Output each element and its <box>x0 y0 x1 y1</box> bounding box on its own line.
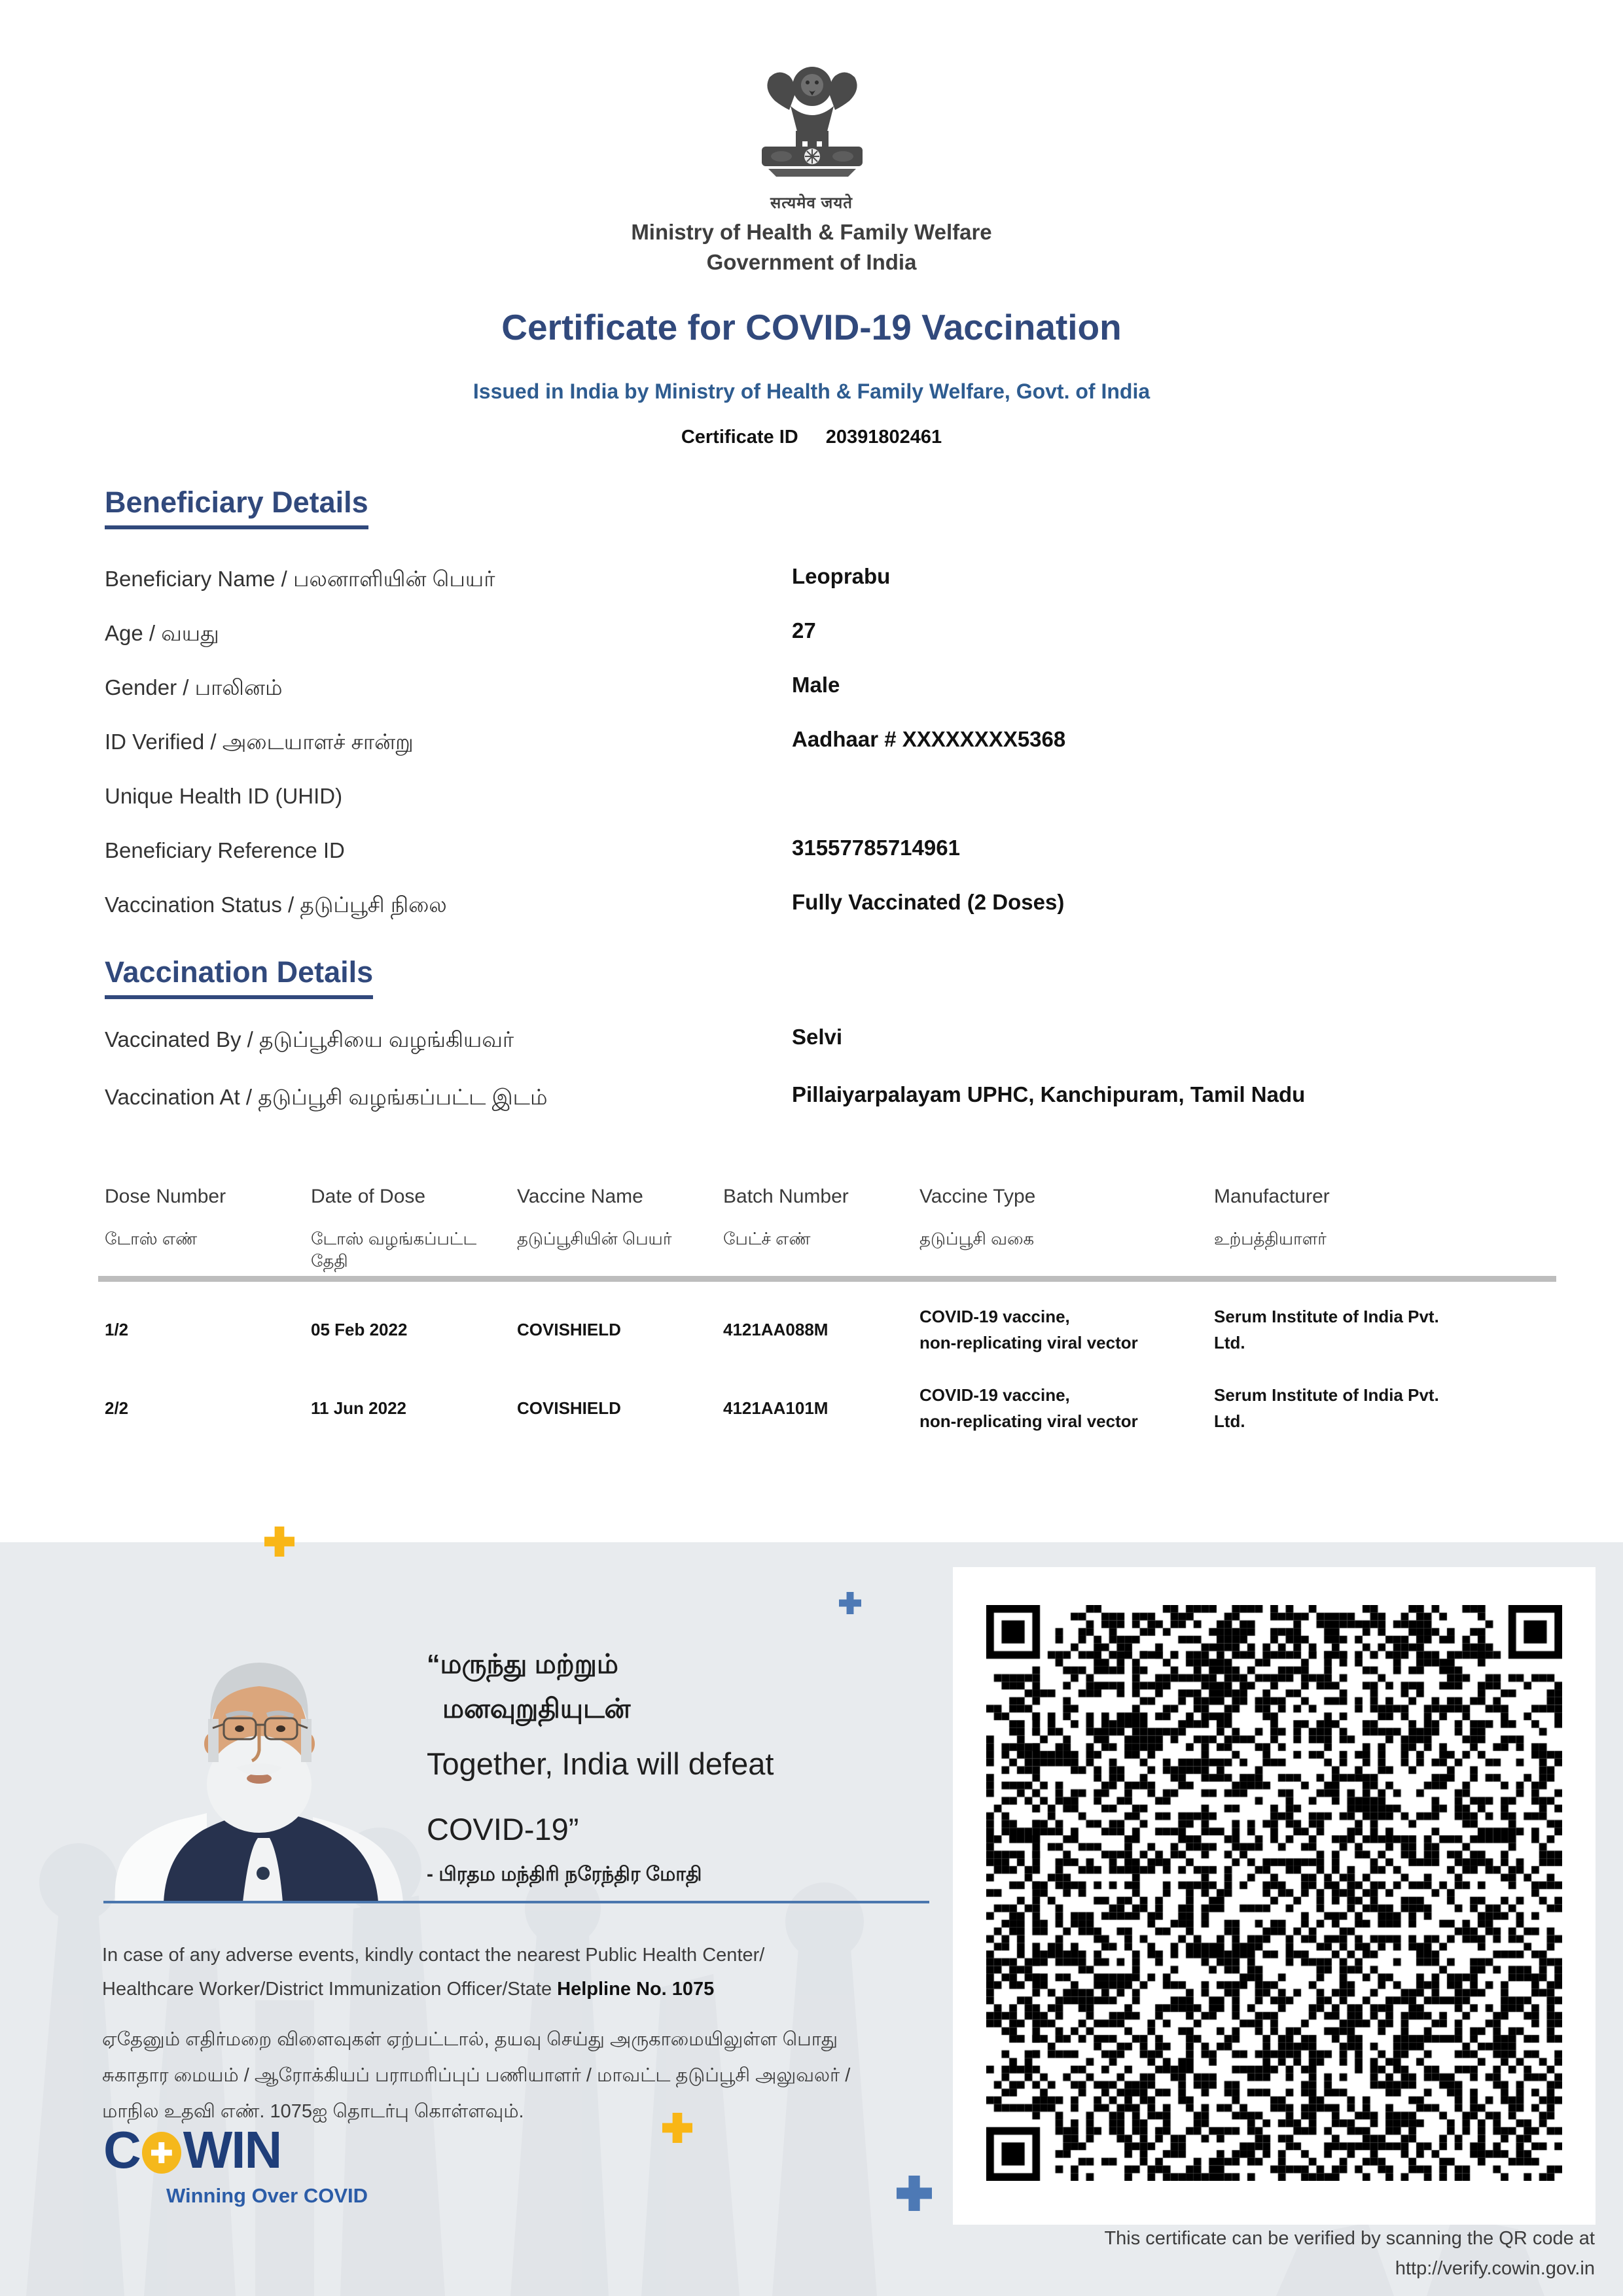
col-manufacturer-ta: உற்பத்தியாளர் <box>1214 1229 1327 1248</box>
quote-tamil-line1: “மருந்து மற்றும் <box>427 1649 618 1679</box>
india-emblem-icon <box>750 58 874 188</box>
beneficiary-row <box>105 838 1525 877</box>
qr-code <box>986 1605 1562 2181</box>
emblem-motto: सत्यमेव जयते <box>770 194 853 212</box>
age-label: Age / வயது <box>105 621 219 645</box>
vaccinated-by-label: Vaccinated By / தடுப்பூசியை வழங்கியவர் <box>105 1027 514 1051</box>
quote-tamil-line2: மனவுறுதியுடன் <box>442 1693 631 1723</box>
dose-2-batch: 4121AA101M <box>723 1398 829 1418</box>
government-name: Government of India <box>706 250 917 274</box>
col-date-of-dose-ta: டோஸ் வழங்கப்பட்ட தேதி <box>311 1229 477 1271</box>
beneficiary-row <box>105 784 1525 823</box>
cowin-plus-icon <box>142 2132 181 2174</box>
vaccination-details-heading: Vaccination Details <box>105 955 373 999</box>
verify-url: http://verify.cowin.gov.in <box>1395 2258 1595 2279</box>
verification-note: This certificate can be verified by scanning the QR code at http://verify.cowin.gov.in <box>1104 2228 1595 2279</box>
col-batch-number: Batch Number <box>723 1186 849 1207</box>
col-vaccine-type-ta: தடுப்பூசி வகை <box>919 1229 1035 1248</box>
reference-id-label: Beneficiary Reference ID <box>105 838 345 862</box>
col-dose-number-ta: டோஸ் எண் <box>105 1229 198 1248</box>
vaccination-row <box>105 1027 1525 1067</box>
quote-english-line2: COVID-19” <box>427 1812 579 1846</box>
col-batch-number-ta: பேட்ச் எண் <box>723 1229 811 1248</box>
col-dose-number: Dose Number <box>105 1186 226 1207</box>
col-date-of-dose: Date of Dose <box>311 1186 426 1207</box>
dose-1-date: 05 Feb 2022 <box>311 1320 408 1339</box>
cowin-logo <box>103 2120 281 2180</box>
age-value: 27 <box>792 618 816 643</box>
vaccination-at-label: Vaccination At / தடுப்பூசி வழங்கப்பட்ட இடம் <box>105 1085 548 1109</box>
pm-portrait <box>103 1646 411 1902</box>
dose-1-vaccine: COVISHIELD <box>517 1320 621 1339</box>
vaccination-status-value: Fully Vaccinated (2 Doses) <box>792 890 1065 914</box>
qr-card <box>953 1567 1596 2225</box>
dose-1-batch: 4121AA088M <box>723 1320 829 1339</box>
col-vaccine-name-ta: தடுப்பூசியின் பெயர் <box>517 1229 672 1248</box>
dose-row-1 <box>105 1294 1518 1365</box>
gender-label: Gender / பாலினம் <box>105 675 283 699</box>
uhid-label: Unique Health ID (UHID) <box>105 784 343 808</box>
vaccinated-by-value: Selvi <box>792 1025 843 1049</box>
page-subtitle: Issued in India by Ministry of Health & Family Welfare, Govt. of India <box>473 380 1150 403</box>
beneficiary-details-heading: Beneficiary Details <box>105 486 368 529</box>
dose-row-2 <box>105 1373 1518 1443</box>
vaccination-at-value: Pillaiyarpalayam UPHC, Kanchipuram, Tamil Nadu <box>792 1082 1306 1106</box>
dose-table-header-ta <box>105 1227 1518 1272</box>
col-vaccine-type: Vaccine Type <box>919 1186 1036 1207</box>
dose-table-header-en <box>105 1186 1518 1208</box>
col-manufacturer: Manufacturer <box>1214 1186 1330 1207</box>
reference-id-value: 31557785714961 <box>792 836 960 860</box>
adverse-events-note: In case of any adverse events, kindly contact the nearest Public Health Center/ Healthcare Worker/District Immunization Officer/State Helpline No. 1075 <box>102 1945 765 2000</box>
col-vaccine-name: Vaccine Name <box>517 1186 643 1207</box>
dose-1-manufacturer: Serum Institute of India Pvt. Ltd. <box>1214 1307 1439 1352</box>
vaccination-status-label: Vaccination Status / தடுப்பூசி நிலை <box>105 892 447 917</box>
dose-2-manufacturer: Serum Institute of India Pvt. Ltd. <box>1214 1385 1439 1431</box>
helpline-number: Helpline No. 1075 <box>557 1979 715 2000</box>
quote-attribution: - பிரதம மந்திரி நரேந்திர மோதி <box>427 1863 702 1885</box>
beneficiary-row <box>105 892 1525 932</box>
beneficiary-row <box>105 564 1525 606</box>
beneficiary-name-value: Leoprabu <box>792 564 891 588</box>
ministry-name: Ministry of Health & Family Welfare <box>631 220 992 244</box>
dose-2-date: 11 Jun 2022 <box>311 1398 406 1418</box>
certificate-id-value: 20391802461 <box>825 427 942 448</box>
page-title: Certificate for COVID-19 Vaccination <box>501 307 1122 347</box>
dose-2-number: 2/2 <box>105 1398 129 1418</box>
dose-2-vaccine: COVISHIELD <box>517 1398 621 1418</box>
vaccination-row <box>105 1082 1525 1124</box>
certificate-id-label: Certificate ID <box>681 427 798 448</box>
cowin-tagline: Winning Over COVID <box>166 2184 368 2207</box>
id-verified-value: Aadhaar # XXXXXXXX5368 <box>792 727 1066 751</box>
table-divider <box>98 1276 1556 1282</box>
certificate-id <box>0 427 1623 448</box>
adverse-events-note-tamil: ஏதேனும் எதிர்மறை விளைவுகள் ஏற்பட்டால், தயவு செய்து அருகாமையிலுள்ள பொது சுகாதார மையம் / ஆரோக்கியப் பராமரிப்புப் பணியாளர் / மாவட்ட தடுப்பூசி அலுவலர் / மாநில உதவி எண். 1075ஐ தொடர்பு கொள்ளவும். <box>102 2029 851 2122</box>
id-verified-label: ID Verified / அடையாளச் சான்று <box>105 730 414 754</box>
beneficiary-row <box>105 618 1525 660</box>
cowin-letters-win: WIN <box>183 2121 281 2179</box>
gender-value: Male <box>792 673 840 697</box>
dose-1-type: COVID-19 vaccine, non-replicating viral vector <box>919 1307 1138 1352</box>
dose-2-type: COVID-19 vaccine, non-replicating viral vector <box>919 1385 1138 1431</box>
footer-divider <box>103 1901 929 1903</box>
beneficiary-row <box>105 675 1525 715</box>
dose-1-number: 1/2 <box>105 1320 129 1339</box>
beneficiary-name-label: Beneficiary Name / பலனாளியின் பெயர் <box>105 567 495 591</box>
cowin-letter-c: C <box>103 2121 140 2179</box>
quote-english-line1: Together, India will defeat <box>427 1746 774 1781</box>
beneficiary-row <box>105 727 1525 769</box>
